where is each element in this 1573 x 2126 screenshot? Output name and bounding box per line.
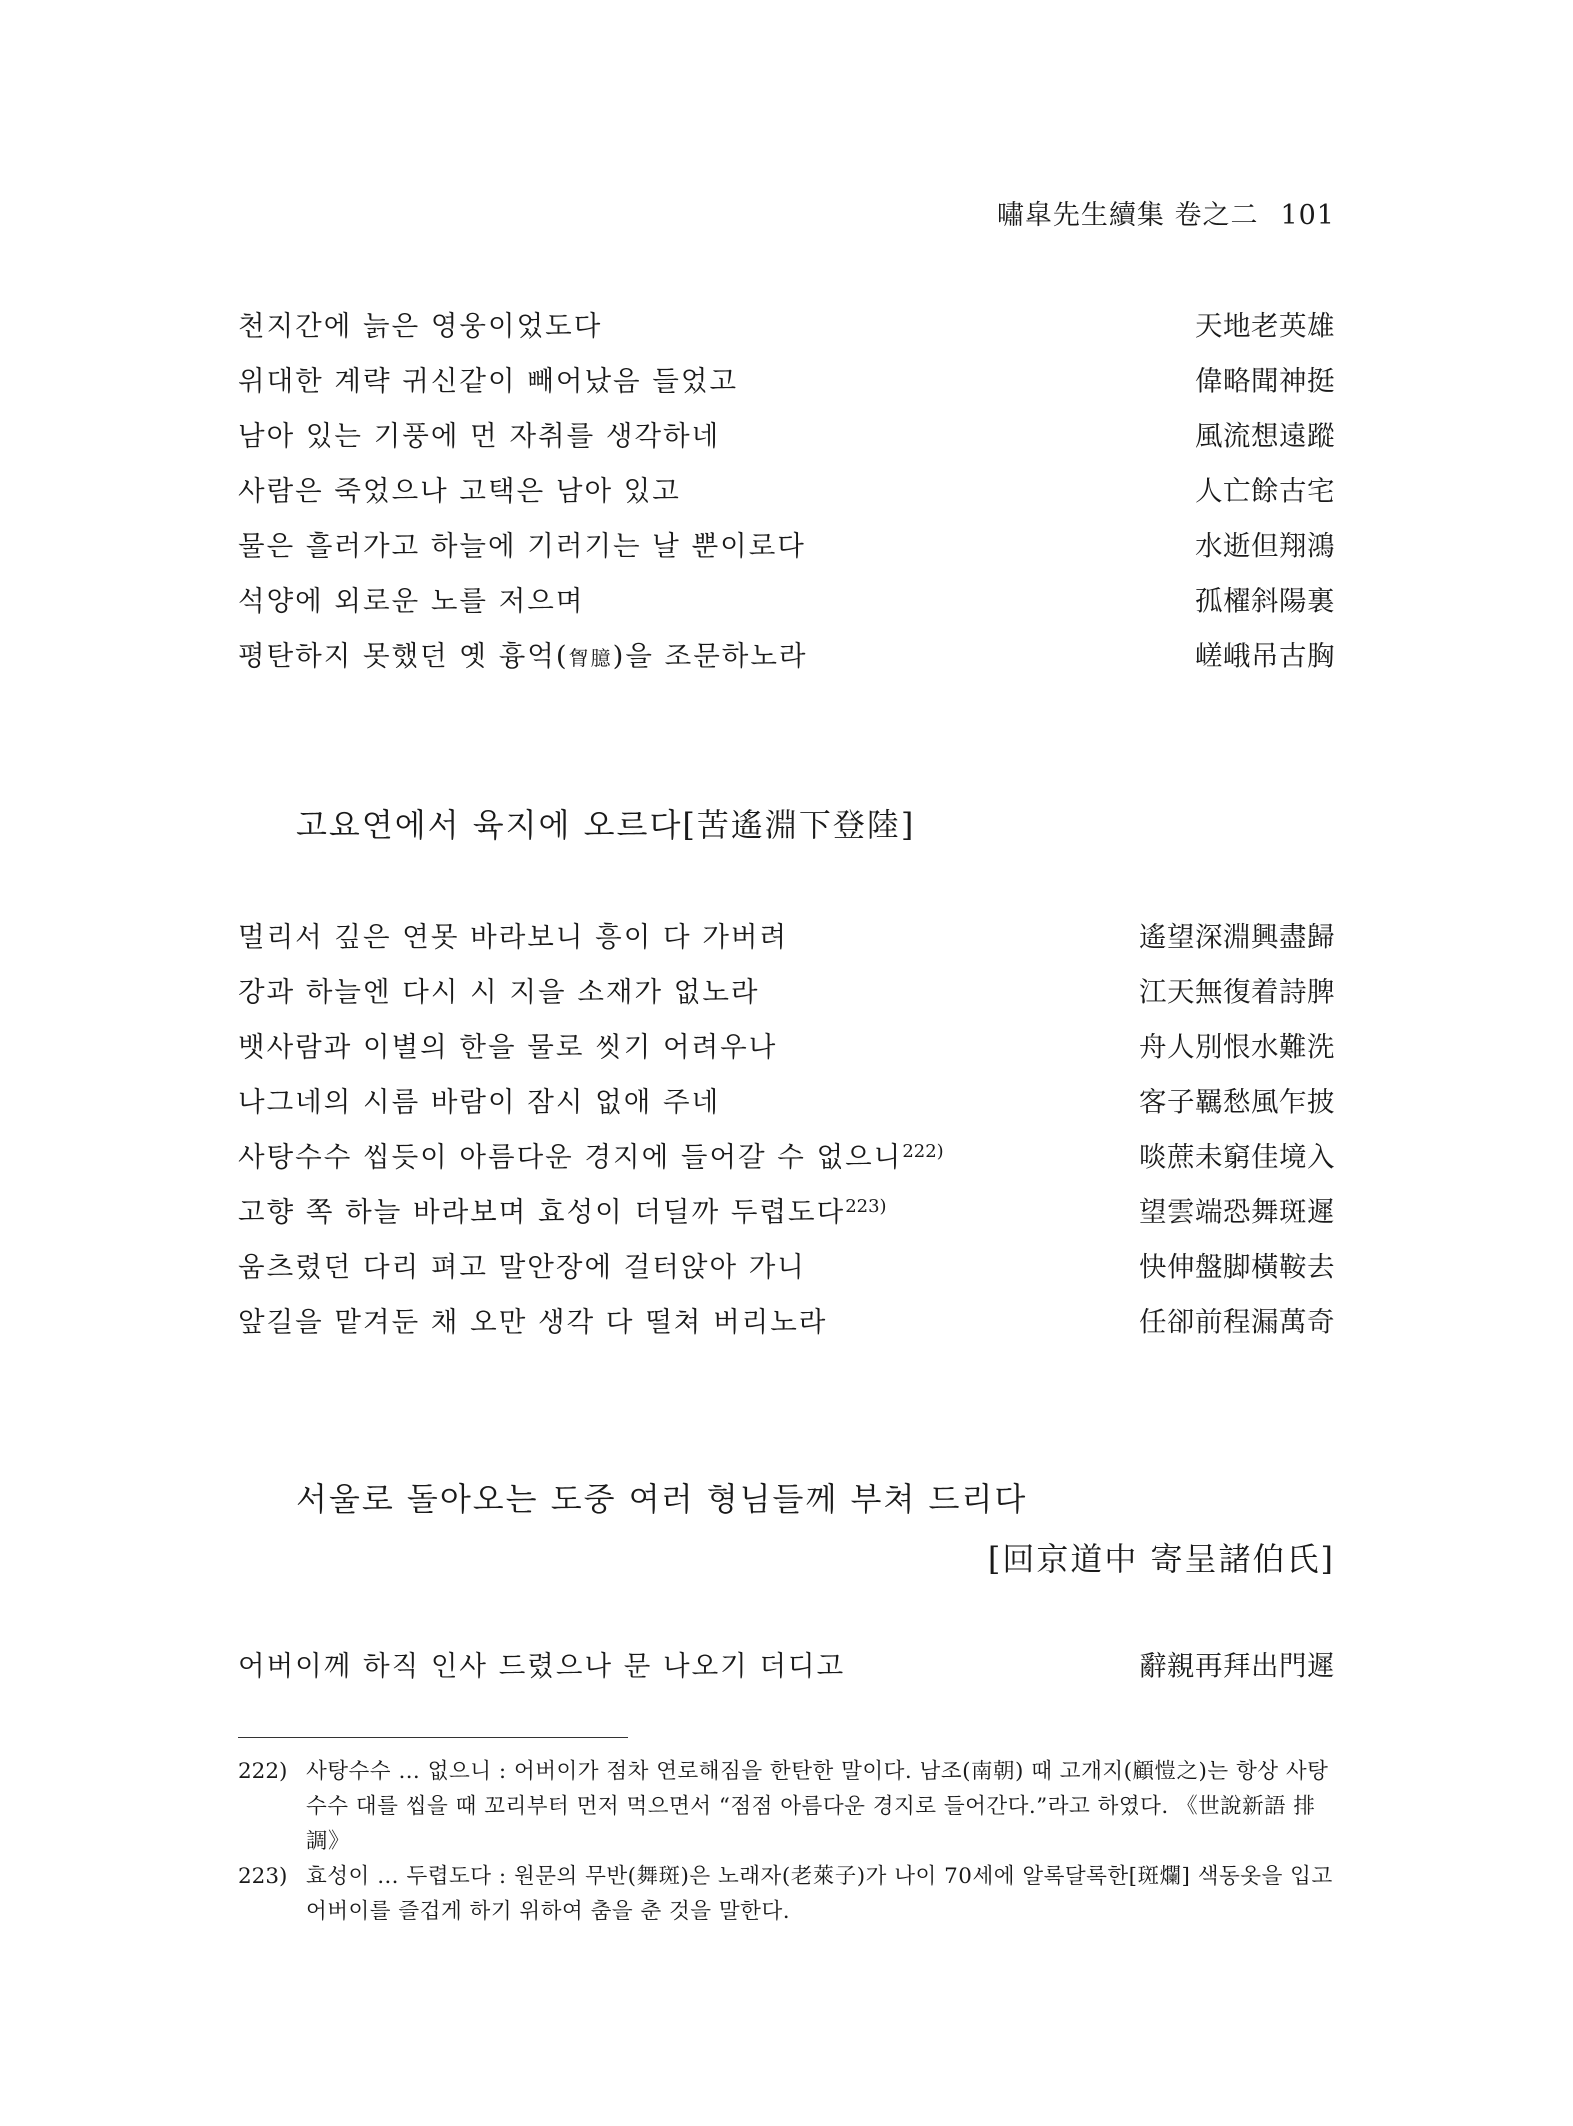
hanja-verse: 辭親再拜出門遲 [1139,1650,1335,1682]
hanja-verse: 望雲端恐舞斑遲 [1139,1196,1335,1228]
hanja-verse: 水逝但翔鴻 [1195,530,1335,562]
poem-line [238,1643,1335,1698]
hanja-verse: 遙望深淵興盡歸 [1139,921,1335,953]
hanja-verse: 快伸盤脚橫鞍去 [1139,1251,1335,1283]
korean-verse [238,1189,887,1229]
korean-verse: 멀리서 깊은 연못 바라보니 흥이 다 가버려 [238,921,789,953]
korean-verse: 사람은 죽었으나 고택은 남아 있고 [238,475,681,507]
poem-line [238,358,1335,413]
footnote [238,1859,1335,1929]
running-header [997,193,1335,232]
poem-line [238,413,1335,468]
poem-line [238,914,1335,969]
poem-line [238,1244,1335,1299]
korean-verse: 남아 있는 기풍에 먼 자취를 생각하네 [238,420,721,452]
book-title: 嘯皐先生續集 卷之二 [996,200,1259,231]
hanja-verse: 孤櫂斜陽裏 [1195,585,1335,617]
hanja-verse: 任卻前程漏萬奇 [1139,1306,1335,1338]
footnote-ref-222[interactable]: 222) [902,1141,944,1162]
gloss-hanja: 胷臆 [568,646,613,670]
korean-verse: 앞길을 맡겨둔 채 오만 생각 다 떨쳐 버리노라 [238,1306,828,1338]
footnote-text: 효성이 … 두렵도다 : 원문의 무반(舞斑)은 노래자(老萊子)가 나이 70세에 알록달록한[斑爛] 색동옷을 입고 어버이를 즐겁게 하기 위하여 춤을 춘 것을 말한다. [306,1864,1333,1924]
verse-text: 고향 쪽 하늘 바라보며 효성이 더딜까 두렵도다 [238,1196,846,1228]
hanja-verse: 偉略聞神挺 [1195,365,1335,397]
hanja-verse: 啖蔗未窮佳境入 [1139,1141,1335,1173]
poem-line [238,1024,1335,1079]
korean-verse: 강과 하늘엔 다시 시 지을 소재가 없노라 [238,976,760,1008]
korean-verse: 물은 흘러가고 하늘에 기러기는 날 뿐이로다 [238,530,806,562]
poem-line [238,468,1335,523]
hanja-verse: 江天無復着詩脾 [1139,976,1335,1008]
poem-line [238,578,1335,633]
hanja-verse: 客子羈愁風乍披 [1139,1086,1335,1118]
korean-verse: 뱃사람과 이별의 한을 물로 씻기 어려우나 [238,1031,778,1063]
korean-verse [238,1134,944,1174]
poem-line [238,1189,1335,1244]
footnote-text: 사탕수수 … 없으니 : 어버이가 점차 연로해짐을 한탄한 말이다. 남조(南朝) 때 고개지(顧愷之)는 항상 사탕수수 대를 씹을 때 꼬리부터 먼저 먹으면서 “점점 아름다운 경지로 들어간다.”라고 하였다. 《世說新語 排調》 [306,1759,1329,1854]
verse-text: 평탄하지 못했던 옛 흉억( [238,640,569,672]
korean-verse: 움츠렸던 다리 펴고 말안장에 걸터앉아 가니 [238,1251,806,1283]
footnote-number: 223) [238,1864,288,1889]
korean-verse: 어버이께 하직 인사 드렸으나 문 나오기 더디고 [238,1650,846,1682]
hanja-verse: 天地老英雄 [1195,310,1335,342]
footnote-number: 222) [238,1759,288,1784]
hanja-verse: 舟人別恨水難洗 [1139,1031,1335,1063]
korean-verse: 천지간에 늙은 영웅이었도다 [238,310,603,342]
hanja-verse: 風流想遠蹤 [1195,420,1335,452]
korean-verse [238,633,807,673]
footnote-divider [238,1737,628,1738]
poem-line [238,523,1335,578]
poem-1 [238,303,1335,688]
poem-2-title: 고요연에서 육지에 오르다[苦遙淵下登陸] [296,806,916,844]
footnote [238,1754,1335,1859]
poem-line [238,969,1335,1024]
poem-line [238,1299,1335,1354]
footnotes [238,1754,1335,1929]
poem-3-title-hanja: [回京道中 寄呈諸伯氏] [987,1540,1335,1578]
verse-text: )을 조문하노라 [612,640,808,672]
poem-3 [238,1643,1335,1698]
poem-line [238,1134,1335,1189]
korean-verse: 위대한 계략 귀신같이 빼어났음 들었고 [238,365,739,397]
korean-verse: 나그네의 시름 바람이 잠시 없애 주네 [238,1086,721,1118]
hanja-verse: 嵯峨吊古胸 [1195,640,1335,672]
verse-text: 사탕수수 씹듯이 아름다운 경지에 들어갈 수 없으니 [238,1141,903,1173]
korean-verse: 석양에 외로운 노를 저으며 [238,585,585,617]
poem-line [238,303,1335,358]
footnote-ref-223[interactable]: 223) [845,1196,887,1217]
poem-line [238,633,1335,688]
hanja-verse: 人亡餘古宅 [1195,475,1335,507]
poem-3-title: 서울로 돌아오는 도중 여러 형님들께 부쳐 드리다 [296,1480,1028,1518]
poem-line [238,1079,1335,1134]
poem-2 [238,914,1335,1354]
page-number: 101 [1280,200,1335,231]
